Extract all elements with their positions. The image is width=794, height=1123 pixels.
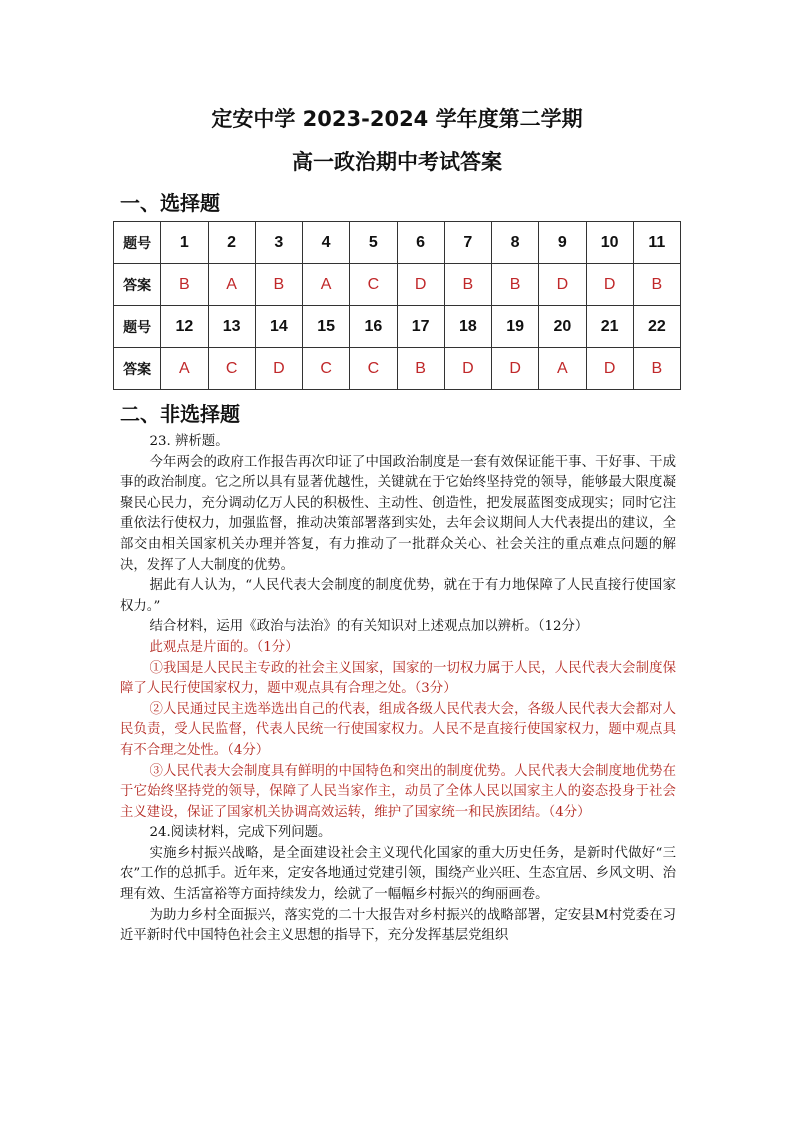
answer-cell: B (492, 264, 539, 306)
question-number-cell: 21 (586, 306, 633, 348)
answer-paragraph: ②人民通过民主选举选出自己的代表，组成各级人民代表大会，各级人民代表大会都对人民负责，受人民监督，代表人民统一行使国家权力。人民不是直接行使国家权力，题中观点具有不合理之处性。（4分） (120, 701, 676, 758)
question-paragraph: 据此有人认为，“人民代表大会制度的制度优势，就在于有力地保障了人民直接行使国家权力。” (120, 578, 676, 614)
section-heading-choice: 一、选择题 (120, 191, 220, 215)
question-paragraph: 今年两会的政府工作报告再次印证了中国政治制度是一套有效保证能干事、干好事、干成事的政治制度。它之所以具有显著优越性，关键就在于它始终坚持党的领导，能够最大限度凝聚民心民力，充分调动亿万人民的积极性、主动性、创造性，把发展蓝图变成现实；同时它注重依法行使权力，加强监督，推动决策部署落到实处，去年会议期间人大代表提出的建议，全部交由相关国家机关办理并答复，有力推动了一批群众关心、社会关注的重点难点问题的解决，发挥了人大制度的优势。 (120, 454, 676, 573)
question-number-cell: 16 (350, 306, 397, 348)
question-number-cell: 2 (208, 222, 255, 264)
question-number-cell: 15 (303, 306, 350, 348)
answer-cell: B (161, 264, 208, 306)
question-paragraph: 结合材料，运用《政治与法治》的有关知识对上述观点加以辨析。（12分） (149, 619, 589, 635)
answer-cell: B (255, 264, 302, 306)
answer-cell: B (397, 348, 444, 390)
section-heading-nonchoice: 二、非选择题 (120, 402, 240, 426)
question-number-cell: 20 (539, 306, 586, 348)
question-number-cell: 14 (255, 306, 302, 348)
document-title-line1: 定安中学 2023-2024 学年度第二学期 (211, 107, 583, 131)
answer-cell: B (444, 264, 491, 306)
answer-paragraph: 此观点是片面的。（1分） (149, 639, 299, 655)
answer-cell: A (161, 348, 208, 390)
answer-cell: D (586, 264, 633, 306)
answer-table (113, 221, 681, 390)
answer-cell: C (350, 264, 397, 306)
row-label-question: 题号 (114, 222, 161, 264)
question-number-cell: 17 (397, 306, 444, 348)
question-paragraph: 实施乡村振兴战略，是全面建设社会主义现代化国家的重大历史任务，是新时代做好“三农”工作的总抓手。近年来，定安各地通过党建引领，围绕产业兴旺、生态宜居、乡风文明、治理有效、生活富裕等方面持续发力，绘就了一幅幅乡村振兴的绚丽画卷。 (120, 845, 676, 903)
row-label-question: 题号 (114, 306, 161, 348)
question-number-row (114, 306, 681, 348)
answer-cell: D (397, 264, 444, 306)
question-number-cell: 3 (255, 222, 302, 264)
question-number-cell: 12 (161, 306, 208, 348)
question-paragraph: 23. 辨析题。 (149, 434, 229, 449)
question-number-cell: 13 (208, 306, 255, 348)
answer-cell: D (539, 264, 586, 306)
question-number-cell: 6 (397, 222, 444, 264)
answer-cell: D (586, 348, 633, 390)
question-number-cell: 5 (350, 222, 397, 264)
question-number-row (114, 222, 681, 264)
answer-cell: A (539, 348, 586, 390)
question-number-cell: 9 (539, 222, 586, 264)
answer-cell: B (633, 348, 680, 390)
question-number-cell: 11 (633, 222, 680, 264)
answer-cell: C (303, 348, 350, 390)
answer-cell: A (208, 264, 255, 306)
answer-cell: B (633, 264, 680, 306)
row-label-answer: 答案 (114, 264, 161, 306)
answer-cell: D (444, 348, 491, 390)
row-label-answer: 答案 (114, 348, 161, 390)
answer-text-body (120, 432, 676, 947)
question-number-cell: 22 (633, 306, 680, 348)
question-number-cell: 4 (303, 222, 350, 264)
question-number-cell: 7 (444, 222, 491, 264)
question-paragraph: 24.阅读材料，完成下列问题。 (149, 825, 332, 841)
question-number-cell: 10 (586, 222, 633, 264)
question-number-cell: 18 (444, 306, 491, 348)
answer-cell: D (255, 348, 302, 390)
document-title-line2: 高一政治期中考试答案 (292, 150, 502, 174)
answer-cell: C (208, 348, 255, 390)
question-number-cell: 19 (492, 306, 539, 348)
answer-cell: C (350, 348, 397, 390)
answer-row (114, 264, 681, 306)
question-paragraph: 为助力乡村全面振兴，落实党的二十大报告对乡村振兴的战略部署，定安县M村党委在习近平新时代中国特色社会主义思想的指导下，充分发挥基层党组织 (120, 907, 676, 944)
answer-cell: D (492, 348, 539, 390)
answer-row (114, 348, 681, 390)
question-number-cell: 8 (492, 222, 539, 264)
answer-paragraph: ①我国是人民民主专政的社会主义国家，国家的一切权力属于人民，人民代表大会制度保障了人民行使国家权力，题中观点具有合理之处。（3分） (120, 660, 676, 697)
question-number-cell: 1 (161, 222, 208, 264)
answer-paragraph: ③人民代表大会制度具有鲜明的中国特色和突出的制度优势。人民代表大会制度地优势在于它始终坚持党的领导，保障了人民当家作主，动员了全体人民以国家主人的姿态投身于社会主义建设，保证了国家机关协调高效运转，维护了国家统一和民族团结。（4分） (120, 763, 676, 820)
answer-cell: A (303, 264, 350, 306)
